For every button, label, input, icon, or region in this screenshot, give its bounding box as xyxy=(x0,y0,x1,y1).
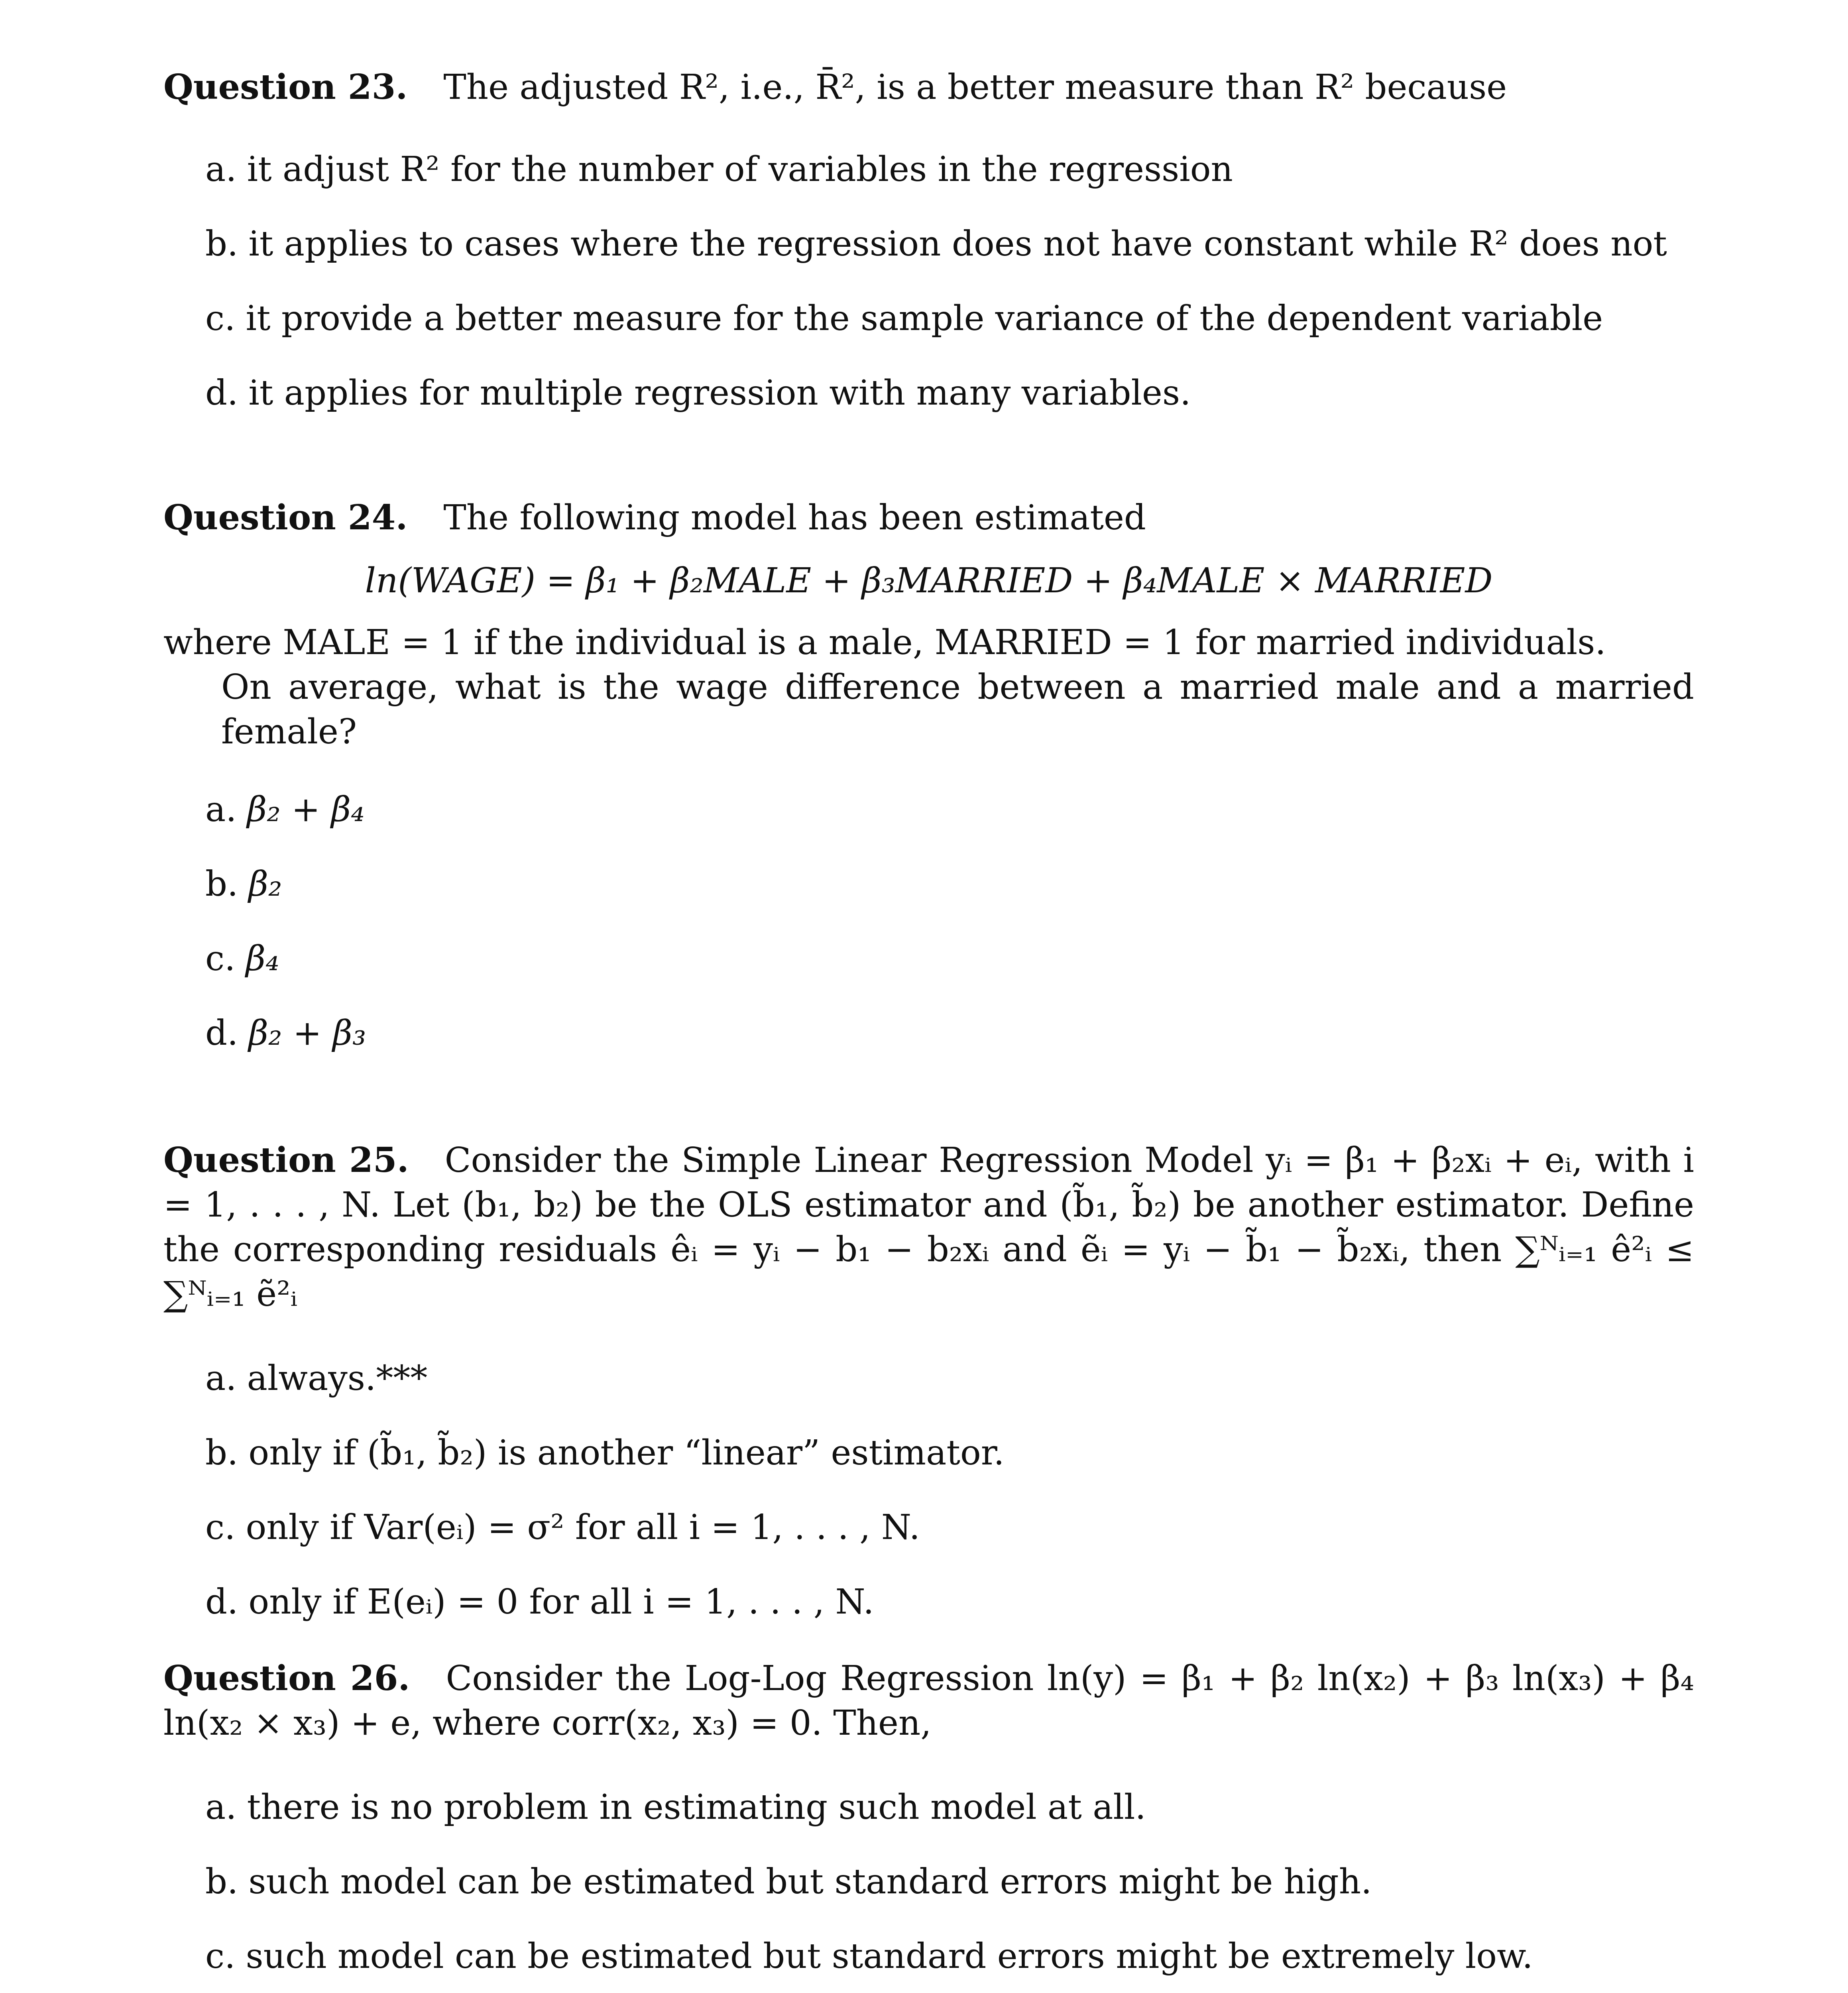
option-d[interactable] xyxy=(205,1578,1694,1653)
definition-text: where MALE = 1 if the individual is a male, MARRIED = 1 for married individuals. xyxy=(163,623,1606,662)
option-label: b. xyxy=(205,864,238,904)
option-c[interactable] xyxy=(205,1504,1694,1578)
question-24 xyxy=(163,494,1694,1084)
option-b[interactable] xyxy=(205,861,1694,935)
option-d[interactable] xyxy=(205,370,1694,444)
option-label: c. xyxy=(205,299,236,338)
option-label: a. xyxy=(205,790,237,829)
option-b[interactable] xyxy=(205,1429,1694,1504)
question-stem: Consider the Simple Linear Regression Model yᵢ = β₁ + β₂xᵢ + eᵢ, with i = 1, . . . , N. Let (b₁, b₂) be the OLS estimator and (b̃₁, b̃₂) be another estimator. Define the corresponding residuals êᵢ = yᵢ − b₁ − b₂xᵢ and ẽᵢ = yᵢ − b̃₁ − b̃₂xᵢ, then ∑ᴺᵢ₌₁ ê²ᵢ ≤ ∑ᴺᵢ₌₁ ẽ²ᵢ xyxy=(163,1140,1694,1314)
option-text: only if (b̃₁, b̃₂) is another “linear” estimator. xyxy=(248,1433,1005,1473)
option-label: a. xyxy=(205,1358,237,1398)
option-b[interactable] xyxy=(205,220,1694,295)
option-a[interactable] xyxy=(205,146,1694,220)
option-c[interactable] xyxy=(205,1933,1694,1993)
option-label: c. xyxy=(205,939,236,979)
question-prompt: On average, what is the wage difference between a married male and a married female? xyxy=(221,667,1694,752)
option-text: such model can be estimated but standard errors might be extremely low. xyxy=(246,1936,1533,1976)
option-d[interactable] xyxy=(205,1010,1694,1084)
option-a[interactable] xyxy=(205,1784,1694,1858)
question-number: Question 25. xyxy=(163,1140,409,1180)
equation: ln(WAGE) = β₁ + β₂MALE + β₃MARRIED + β₄MALE × MARRIED xyxy=(365,561,1493,601)
option-label: b. xyxy=(205,1433,238,1473)
question-25 xyxy=(163,1138,1694,1653)
option-label: d. xyxy=(205,1013,238,1053)
options-list xyxy=(163,786,1694,1084)
option-label: b. xyxy=(205,224,238,264)
option-c[interactable] xyxy=(205,295,1694,370)
option-text: β₂ + β₃ xyxy=(248,1013,366,1053)
options-list xyxy=(163,1784,1694,1993)
option-text: it adjust R² for the number of variables in the regression xyxy=(247,149,1233,189)
option-text: β₂ + β₄ xyxy=(247,790,365,829)
option-text: such model can be estimated but standard errors might be high. xyxy=(248,1862,1372,1902)
option-label: a. xyxy=(205,1787,237,1827)
question-stem: Consider the Log-Log Regression ln(y) = β₁ + β₂ ln(x₂) + β₃ ln(x₃) + β₄ ln(x₂ × x₃) + e, where corr(x₂, x₃) = 0. Then, xyxy=(163,1659,1694,1743)
question-stem: The adjusted R², i.e., R̄², is a better measure than R² because xyxy=(443,67,1507,107)
option-text: β₄ xyxy=(246,939,279,979)
question-number: Question 23. xyxy=(163,67,408,107)
option-text: always.*** xyxy=(247,1358,428,1398)
option-a[interactable] xyxy=(205,786,1694,861)
question-stem: The following model has been estimated xyxy=(443,498,1146,538)
option-label: a. xyxy=(205,149,237,189)
option-label: d. xyxy=(205,373,238,413)
option-label: c. xyxy=(205,1508,236,1547)
option-text: only if Var(eᵢ) = σ² for all i = 1, . . . , N. xyxy=(246,1508,920,1547)
question-26 xyxy=(163,1656,1694,1993)
option-text: only if E(eᵢ) = 0 for all i = 1, . . . , N. xyxy=(248,1582,874,1622)
option-text: there is no problem in estimating such model at all. xyxy=(247,1787,1146,1827)
option-label: c. xyxy=(205,1936,236,1976)
option-text: it applies for multiple regression with many variables. xyxy=(248,373,1191,413)
option-label: b. xyxy=(205,1862,238,1902)
option-c[interactable] xyxy=(205,935,1694,1010)
option-text: it applies to cases where the regression does not have constant while R² does not xyxy=(248,224,1667,264)
option-a[interactable] xyxy=(205,1355,1694,1429)
options-list xyxy=(163,146,1694,444)
option-label: d. xyxy=(205,1582,238,1622)
options-list xyxy=(163,1355,1694,1653)
option-text: it provide a better measure for the sample variance of the dependent variable xyxy=(246,299,1603,338)
question-number: Question 24. xyxy=(163,497,408,538)
option-text: β₂ xyxy=(248,864,282,904)
question-number: Question 26. xyxy=(163,1658,410,1698)
question-23 xyxy=(163,64,1694,444)
option-b[interactable] xyxy=(205,1858,1694,1933)
